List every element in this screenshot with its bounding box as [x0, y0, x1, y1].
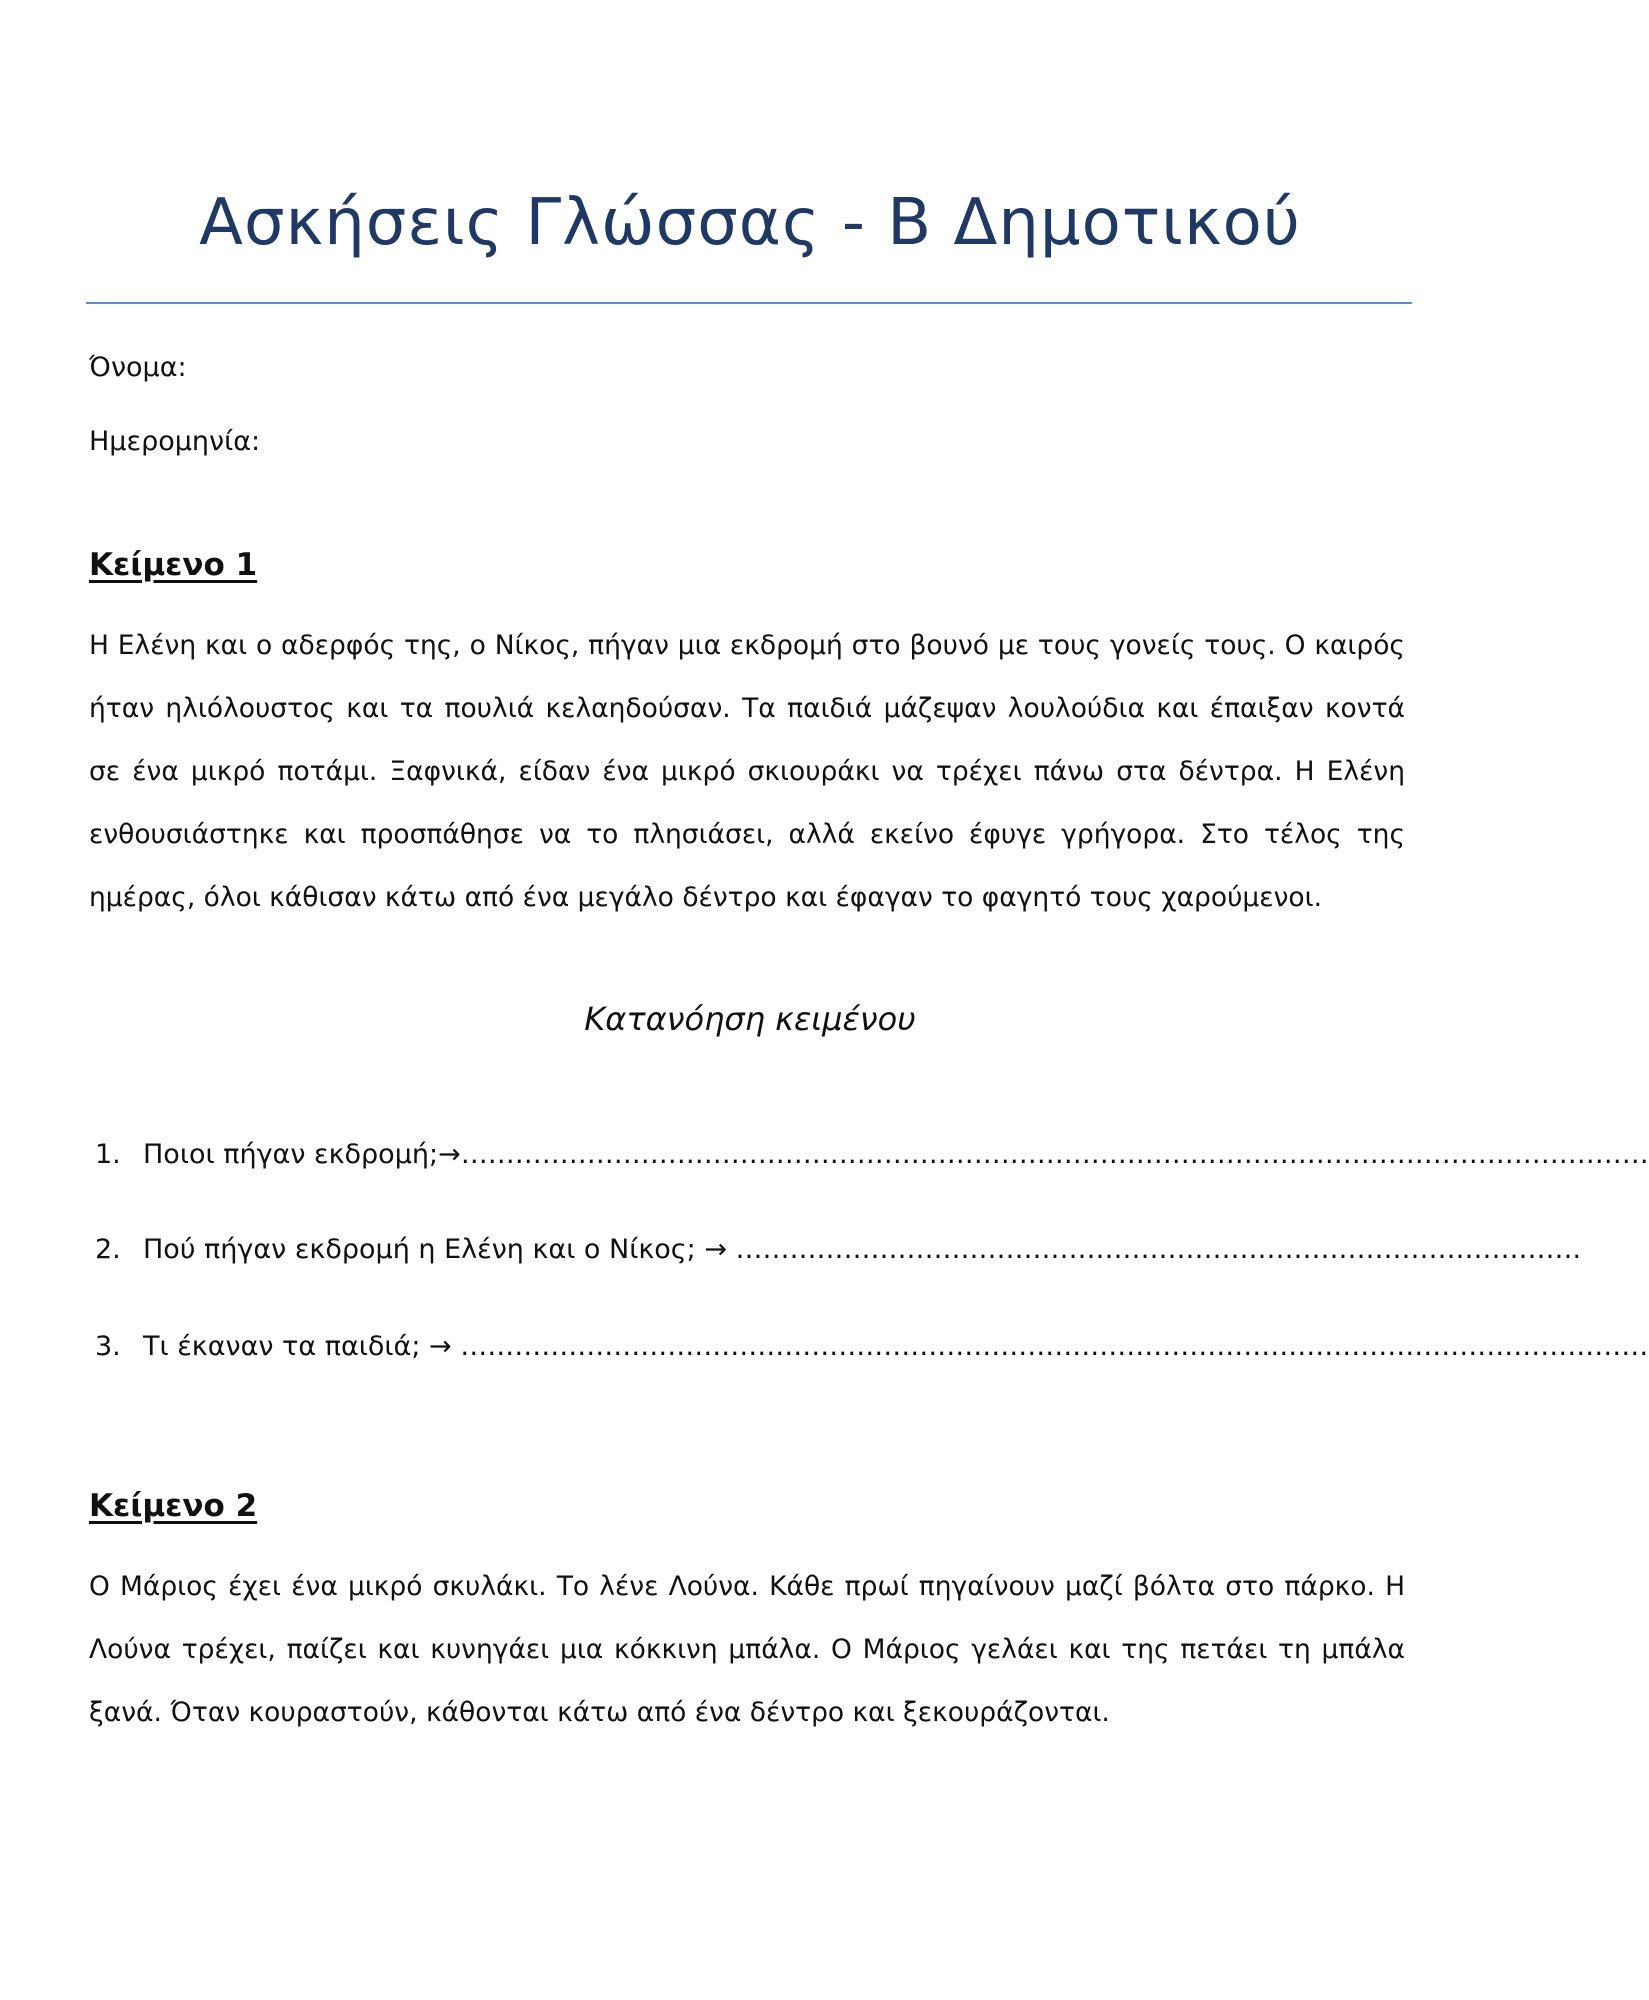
name-label: Όνομα:	[89, 352, 187, 383]
question-text: Τι έκαναν τα παιδιά; → ……………………………………………………………………………………………………………………	[143, 1331, 1649, 1362]
text2-body: Ο Μάριος έχει ένα μικρό σκυλάκι. Το λένε Λούνα. Κάθε πρωί πηγαίνουν μαζί βόλτα στο πάρκο. Η Λούνα τρέχει, παίζει και κυνηγάει μια κόκκινη μπάλα. Ο Μάριος γελάει και της πετάει τη μπάλα ξανά. Όταν κουραστούν, κάθονται κάτω από ένα δέντρο και ξεκουράζονται.	[89, 1571, 1405, 1728]
question-number: 3.	[95, 1331, 121, 1362]
date-label: Ημερομηνία:	[89, 426, 261, 457]
question-2	[95, 1234, 1582, 1266]
text2-heading: Κείμενο 2	[89, 1488, 258, 1524]
question-1	[95, 1139, 1649, 1171]
question-number: 1.	[95, 1139, 121, 1170]
comprehension-heading: Κατανόηση κειμένου	[584, 1000, 916, 1038]
text1-body: Η Ελένη και ο αδερφός της, ο Νίκος, πήγαν μια εκδρομή στο βουνό με τους γονείς τους. Ο καιρός ήταν ηλιόλουστος και τα πουλιά κελαηδούσαν. Τα παιδιά μάζεψαν λουλούδια και έπαιξαν κοντά σε ένα μικρό ποτάμι. Ξαφνικά, είδαν ένα μικρό σκιουράκι να τρέχει πάνω στα δέντρα. Η Ελένη ενθουσιάστηκε και προσπάθησε να το πλησιάσει, αλλά εκείνο έφυγε γρήγορα. Στο τέλος της ημέρας, όλοι κάθισαν κάτω από ένα μεγάλο δέντρο και έφαγαν το φαγητό τους χαρούμενοι.	[89, 630, 1405, 913]
title-divider	[86, 302, 1412, 304]
document-title: Ασκήσεις Γλώσσας - Β Δημοτικού	[199, 186, 1301, 260]
question-3	[95, 1331, 1649, 1363]
text1-heading: Κείμενο 1	[89, 547, 258, 583]
question-number: 2.	[95, 1234, 121, 1265]
question-text: Ποιοι πήγαν εκδρομή;→……………………………………………………………………………………………………………………	[143, 1139, 1649, 1170]
question-text: Πού πήγαν εκδρομή η Ελένη και ο Νίκος; → ………………………………………………………………………………….	[143, 1234, 1582, 1265]
